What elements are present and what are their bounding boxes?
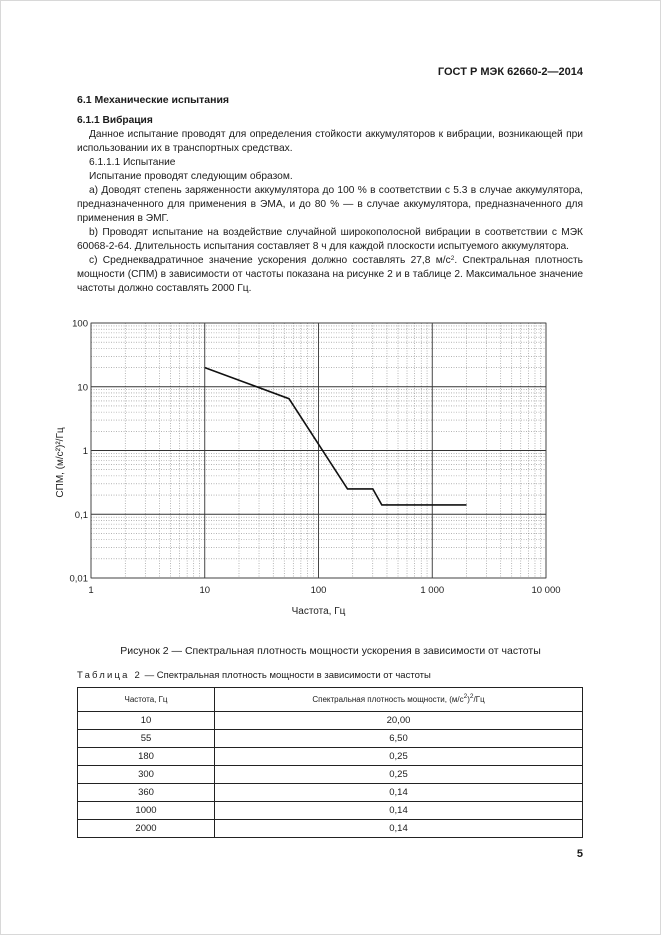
column-header-part: /Гц (473, 695, 485, 704)
paragraph-part: . Спектральная плотность мощности (СПМ) в зависимости от частоты показана на рисунке 2 и в таблице 2. Максимальное значение частоты должно составлять 2000 Гц. (77, 255, 583, 294)
superscript: 2 (450, 255, 455, 262)
cell-frequency: 10 (78, 712, 215, 730)
table-row (78, 802, 583, 820)
paragraph-part: c) Среднеквадратичное значение ускорения должно составлять 27,8 м/с (89, 255, 451, 266)
column-header-part: Спектральная плотность мощности, (м/с (312, 695, 464, 704)
cell-psd: 0,25 (215, 766, 583, 784)
x-tick-label: 10 (199, 585, 211, 596)
superscript: 2 (469, 693, 474, 700)
y-tick-label: 0,01 (69, 573, 88, 585)
cell-psd: 20,00 (215, 712, 583, 730)
table-caption (77, 670, 431, 681)
table-row (78, 766, 583, 784)
figure-caption: Рисунок 2 — Спектральная плотность мощности ускорения в зависимости от частоты (120, 645, 541, 657)
psd-chart (40, 310, 580, 620)
table-row (78, 748, 583, 766)
body-text (77, 111, 583, 296)
cell-psd: 6,50 (215, 730, 583, 748)
cell-frequency: 180 (78, 748, 215, 766)
table-header-row (78, 688, 583, 712)
y-tick-label: 100 (72, 318, 88, 330)
superscript: 2 (463, 693, 468, 700)
y-tick-label: 1 (82, 446, 88, 457)
cell-psd: 0,14 (215, 784, 583, 802)
x-axis-title: Частота, Гц (291, 606, 346, 617)
y-axis-title: СПМ, (м/с²)²/Гц (55, 427, 66, 498)
cell-frequency: 1000 (78, 802, 215, 820)
psd-chart-svg (40, 310, 580, 620)
cell-psd: 0,14 (215, 820, 583, 838)
table-row (78, 820, 583, 838)
cell-frequency: 2000 (78, 820, 215, 838)
cell-psd: 0,14 (215, 802, 583, 820)
page-number: 5 (576, 848, 583, 860)
psd-table (77, 687, 583, 838)
column-header-frequency: Частота, Гц (78, 688, 215, 712)
table-row (78, 784, 583, 802)
x-tick-label: 100 (310, 585, 327, 596)
section-title: 6.1 Механические испытания (77, 94, 230, 106)
paragraph: 6.1.1.1 Испытание (89, 157, 176, 168)
x-tick-label: 1 000 (420, 585, 445, 596)
x-tick-label: 1 (88, 585, 94, 596)
document-header: ГОСТ Р МЭК 62660-2—2014 (437, 66, 583, 78)
table-caption-text: — Спектральная плотность мощности в зависимости от частоты (141, 670, 431, 681)
paragraph: b) Проводят испытание на воздействие случайной широкополосной вибрации в соответствии с МЭК 60068-2-64. Длительность испытания составляет 8 ч для каждой плоскости испытуемого аккумулятора. (77, 227, 583, 252)
column-header-psd (215, 688, 583, 712)
cell-frequency: 360 (78, 784, 215, 802)
subsection-title: 6.1.1 Вибрация (77, 115, 153, 126)
paragraph (77, 254, 583, 296)
x-tick-label: 10 000 (531, 585, 561, 596)
y-tick-label: 0,1 (74, 509, 88, 521)
column-header-part: ) (467, 695, 470, 704)
cell-frequency: 300 (78, 766, 215, 784)
paragraph: a) Доводят степень заряженности аккумулятора до 100 % в соответствии с 5.3 в случае аккумулятора, предназначенного для применения в ЭМА, и до 80 % — в случае аккумулятора, предназначенного для применения в ЭМГ. (77, 185, 583, 224)
table-caption-prefix: Таблица 2 (77, 670, 142, 681)
paragraph: Испытание проводят следующим образом. (89, 171, 293, 182)
table-row (78, 712, 583, 730)
y-tick-label: 10 (77, 382, 88, 394)
paragraph: Данное испытание проводят для определения стойкости аккумуляторов к вибрации, возникающей при использовании их в транспортных средствах. (77, 129, 583, 154)
cell-frequency: 55 (78, 730, 215, 748)
cell-psd: 0,25 (215, 748, 583, 766)
table-row (78, 730, 583, 748)
